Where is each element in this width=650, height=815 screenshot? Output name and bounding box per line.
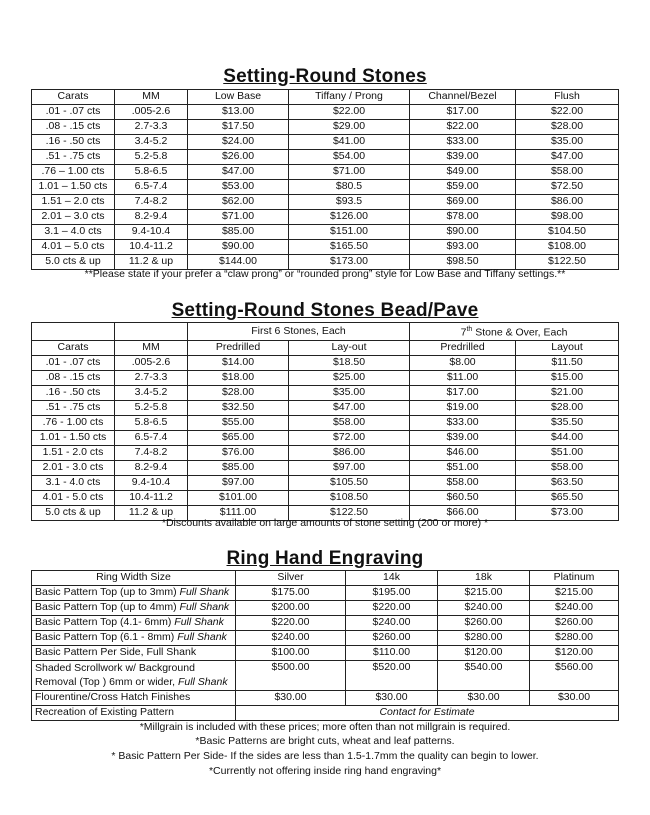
carat-range-cell: 5.0 cts & up bbox=[32, 506, 115, 521]
price-cell: $47.00 bbox=[516, 150, 619, 165]
bead-pave-table bbox=[31, 322, 619, 521]
mm-size-cell: 11.2 & up bbox=[115, 255, 188, 270]
table-row bbox=[32, 150, 619, 165]
table-row bbox=[32, 461, 619, 476]
pattern-label-cell bbox=[32, 586, 236, 601]
recreation-label: Recreation of Existing Pattern bbox=[32, 706, 236, 721]
price-cell: $560.00 bbox=[530, 661, 619, 691]
price-cell: $151.00 bbox=[289, 225, 410, 240]
price-cell: $78.00 bbox=[410, 210, 516, 225]
price-cell: $30.00 bbox=[346, 691, 438, 706]
pattern-label-italic: Full Shank bbox=[179, 586, 230, 599]
carat-range-cell: 5.0 cts & up bbox=[32, 255, 115, 270]
price-cell: $58.00 bbox=[410, 476, 516, 491]
table-row bbox=[32, 240, 619, 255]
price-cell: $215.00 bbox=[530, 586, 619, 601]
table-row bbox=[32, 401, 619, 416]
mm-size-cell: .005-2.6 bbox=[115, 105, 188, 120]
empty-header-cell bbox=[115, 323, 188, 341]
column-header: Predrilled bbox=[410, 341, 516, 356]
carat-range-cell: .51 - .75 cts bbox=[32, 401, 115, 416]
price-cell: $220.00 bbox=[236, 616, 346, 631]
carat-range-cell: .08 - .15 cts bbox=[32, 371, 115, 386]
price-cell: $97.00 bbox=[188, 476, 289, 491]
pattern-label-cell bbox=[32, 646, 236, 661]
price-cell: $33.00 bbox=[410, 416, 516, 431]
seventh-stone-header bbox=[410, 323, 619, 341]
price-cell: $108.50 bbox=[289, 491, 410, 506]
scrollwork-line2-text: Removal (Top ) 6mm or wider, bbox=[35, 676, 178, 688]
price-cell: $165.50 bbox=[289, 240, 410, 255]
table-row bbox=[32, 646, 619, 661]
price-cell: $144.00 bbox=[188, 255, 289, 270]
price-cell: $53.00 bbox=[188, 180, 289, 195]
carat-range-cell: 1.01 - 1.50 cts bbox=[32, 431, 115, 446]
column-header: Carats bbox=[32, 341, 115, 356]
price-cell: $18.00 bbox=[188, 371, 289, 386]
pattern-label: Basic Pattern Top (up to 4mm) bbox=[35, 601, 180, 614]
price-cell: $35.50 bbox=[516, 416, 619, 431]
price-cell: $86.00 bbox=[289, 446, 410, 461]
table-row bbox=[32, 356, 619, 371]
column-header: Ring Width Size bbox=[32, 571, 236, 586]
price-cell: $540.00 bbox=[438, 661, 530, 691]
price-cell: $175.00 bbox=[236, 586, 346, 601]
price-cell: $22.00 bbox=[516, 105, 619, 120]
seventh-number: 7 bbox=[460, 326, 467, 339]
table-row bbox=[32, 165, 619, 180]
table-row bbox=[32, 631, 619, 646]
price-cell: $66.00 bbox=[410, 506, 516, 521]
column-header: MM bbox=[115, 90, 188, 105]
carat-range-cell: .08 - .15 cts bbox=[32, 120, 115, 135]
scrollwork-italic: Full Shank bbox=[177, 676, 228, 688]
price-cell: $17.00 bbox=[410, 386, 516, 401]
price-cell: $28.00 bbox=[516, 401, 619, 416]
carat-range-cell: .76 - 1.00 cts bbox=[32, 416, 115, 431]
price-cell: $13.00 bbox=[188, 105, 289, 120]
price-cell: $32.50 bbox=[188, 401, 289, 416]
price-cell: $122.50 bbox=[289, 506, 410, 521]
mm-size-cell: 5.8-6.5 bbox=[115, 416, 188, 431]
table-row bbox=[32, 601, 619, 616]
price-cell: $51.00 bbox=[516, 446, 619, 461]
price-cell: $93.00 bbox=[410, 240, 516, 255]
carat-range-cell: 4.01 – 5.0 cts bbox=[32, 240, 115, 255]
price-cell: $100.00 bbox=[236, 646, 346, 661]
price-cell: $97.00 bbox=[289, 461, 410, 476]
price-cell: $85.00 bbox=[188, 225, 289, 240]
price-cell: $25.00 bbox=[289, 371, 410, 386]
table-row bbox=[32, 120, 619, 135]
price-cell: $173.00 bbox=[289, 255, 410, 270]
price-cell: $22.00 bbox=[289, 105, 410, 120]
price-cell: $101.00 bbox=[188, 491, 289, 506]
contact-estimate-cell: Contact for Estimate bbox=[236, 706, 619, 721]
price-cell: $240.00 bbox=[530, 601, 619, 616]
price-cell: $260.00 bbox=[530, 616, 619, 631]
price-cell: $47.00 bbox=[188, 165, 289, 180]
florentine-label: Flourentine/Cross Hatch Finishes bbox=[32, 691, 236, 706]
column-header: 18k bbox=[438, 571, 530, 586]
table-row bbox=[32, 135, 619, 150]
column-header: Low Base bbox=[188, 90, 289, 105]
price-cell: $21.00 bbox=[516, 386, 619, 401]
column-header: Lay-out bbox=[289, 341, 410, 356]
mm-size-cell: 10.4-11.2 bbox=[115, 491, 188, 506]
mm-size-cell: 7.4-8.2 bbox=[115, 446, 188, 461]
price-cell: $58.00 bbox=[516, 165, 619, 180]
price-cell: $240.00 bbox=[438, 601, 530, 616]
price-cell: $260.00 bbox=[346, 631, 438, 646]
ring-engraving-table bbox=[31, 570, 619, 721]
setting-round-stones-title: Setting-Round Stones bbox=[223, 66, 427, 87]
price-cell: $49.00 bbox=[410, 165, 516, 180]
price-cell: $15.00 bbox=[516, 371, 619, 386]
bead-pave-title: Setting-Round Stones Bead/Pave bbox=[171, 300, 479, 321]
table-row bbox=[32, 431, 619, 446]
price-cell: $19.00 bbox=[410, 401, 516, 416]
table-row bbox=[32, 386, 619, 401]
column-header: Channel/Bezel bbox=[410, 90, 516, 105]
mm-size-cell: 5.2-5.8 bbox=[115, 401, 188, 416]
price-cell: $90.00 bbox=[188, 240, 289, 255]
carat-range-cell: 2.01 - 3.0 cts bbox=[32, 461, 115, 476]
carat-range-cell: 3.1 - 4.0 cts bbox=[32, 476, 115, 491]
mm-size-cell: 8.2-9.4 bbox=[115, 461, 188, 476]
price-cell: $93.5 bbox=[289, 195, 410, 210]
price-cell: $120.00 bbox=[438, 646, 530, 661]
table-row bbox=[32, 210, 619, 225]
price-cell: $8.00 bbox=[410, 356, 516, 371]
price-cell: $11.50 bbox=[516, 356, 619, 371]
price-cell: $39.00 bbox=[410, 431, 516, 446]
carat-range-cell: 1.01 – 1.50 cts bbox=[32, 180, 115, 195]
price-cell: $195.00 bbox=[346, 586, 438, 601]
price-cell: $280.00 bbox=[530, 631, 619, 646]
table-row bbox=[32, 706, 619, 721]
column-header: Platinum bbox=[530, 571, 619, 586]
price-cell: $105.50 bbox=[289, 476, 410, 491]
price-cell: $44.00 bbox=[516, 431, 619, 446]
price-cell: $260.00 bbox=[438, 616, 530, 631]
millgrain-note: *Millgrain is included with these prices; more often than not millgrain is required. bbox=[139, 721, 511, 733]
column-header: Predrilled bbox=[188, 341, 289, 356]
carat-range-cell: 1.51 – 2.0 cts bbox=[32, 195, 115, 210]
price-cell: $69.00 bbox=[410, 195, 516, 210]
price-cell: $240.00 bbox=[346, 616, 438, 631]
price-cell: $86.00 bbox=[516, 195, 619, 210]
table-row bbox=[32, 105, 619, 120]
mm-size-cell: 2.7-3.3 bbox=[115, 371, 188, 386]
mm-size-cell: 6.5-7.4 bbox=[115, 431, 188, 446]
price-cell: $18.50 bbox=[289, 356, 410, 371]
price-cell: $120.00 bbox=[530, 646, 619, 661]
pattern-label-cell bbox=[32, 631, 236, 646]
first-six-stones-header: First 6 Stones, Each bbox=[188, 323, 410, 341]
column-header: Flush bbox=[516, 90, 619, 105]
table-row bbox=[32, 586, 619, 601]
column-header: Tiffany / Prong bbox=[289, 90, 410, 105]
table-row bbox=[32, 691, 619, 706]
price-cell: $500.00 bbox=[236, 661, 346, 691]
scrollwork-line1: Shaded Scrollwork w/ Background bbox=[35, 662, 195, 674]
pattern-label: Basic Pattern Per Side, Full Shank bbox=[35, 646, 197, 659]
carat-range-cell: .01 - .07 cts bbox=[32, 105, 115, 120]
price-cell: $30.00 bbox=[236, 691, 346, 706]
carat-range-cell: 1.51 - 2.0 cts bbox=[32, 446, 115, 461]
price-cell: $26.00 bbox=[188, 150, 289, 165]
setting-round-stones-table bbox=[31, 89, 619, 270]
prong-style-note: **Please state if your prefer a “claw prong” or “rounded prong” style for Low Base and Tiffany settings.** bbox=[84, 268, 566, 280]
table-row bbox=[32, 371, 619, 386]
price-cell: $122.50 bbox=[516, 255, 619, 270]
mm-size-cell: 3.4-5.2 bbox=[115, 386, 188, 401]
price-cell: $111.00 bbox=[188, 506, 289, 521]
price-cell: $28.00 bbox=[188, 386, 289, 401]
carat-range-cell: .51 - .75 cts bbox=[32, 150, 115, 165]
price-cell: $200.00 bbox=[236, 601, 346, 616]
price-cell: $60.50 bbox=[410, 491, 516, 506]
scrollwork-label-cell bbox=[32, 661, 236, 691]
price-cell: $110.00 bbox=[346, 646, 438, 661]
price-cell: $47.00 bbox=[289, 401, 410, 416]
basic-patterns-note: *Basic Patterns are bright cuts, wheat and leaf patterns. bbox=[195, 735, 455, 747]
carat-range-cell: 4.01 - 5.0 cts bbox=[32, 491, 115, 506]
price-cell: $80.5 bbox=[289, 180, 410, 195]
price-cell: $35.00 bbox=[516, 135, 619, 150]
price-cell: $126.00 bbox=[289, 210, 410, 225]
price-cell: $108.00 bbox=[516, 240, 619, 255]
table-row bbox=[32, 476, 619, 491]
price-cell: $65.50 bbox=[516, 491, 619, 506]
table-row bbox=[32, 225, 619, 240]
price-cell: $76.00 bbox=[188, 446, 289, 461]
carat-range-cell: 2.01 – 3.0 cts bbox=[32, 210, 115, 225]
pattern-label: Basic Pattern Top (4.1- 6mm) bbox=[35, 616, 175, 629]
table-row bbox=[32, 446, 619, 461]
price-cell: $14.00 bbox=[188, 356, 289, 371]
column-header: Silver bbox=[236, 571, 346, 586]
carat-range-cell: .16 - .50 cts bbox=[32, 386, 115, 401]
mm-size-cell: 8.2-9.4 bbox=[115, 210, 188, 225]
price-cell: $71.00 bbox=[289, 165, 410, 180]
price-cell: $280.00 bbox=[438, 631, 530, 646]
table-header-row bbox=[32, 571, 619, 586]
mm-size-cell: .005-2.6 bbox=[115, 356, 188, 371]
price-cell: $98.50 bbox=[410, 255, 516, 270]
table-header-row bbox=[32, 341, 619, 356]
price-cell: $215.00 bbox=[438, 586, 530, 601]
price-cell: $65.00 bbox=[188, 431, 289, 446]
carat-range-cell: 3.1 – 4.0 cts bbox=[32, 225, 115, 240]
column-header: Carats bbox=[32, 90, 115, 105]
mm-size-cell: 3.4-5.2 bbox=[115, 135, 188, 150]
price-cell: $46.00 bbox=[410, 446, 516, 461]
price-cell: $11.00 bbox=[410, 371, 516, 386]
table-row bbox=[32, 491, 619, 506]
table-row bbox=[32, 616, 619, 631]
table-row bbox=[32, 416, 619, 431]
price-cell: $28.00 bbox=[516, 120, 619, 135]
price-cell: $72.00 bbox=[289, 431, 410, 446]
mm-size-cell: 6.5-7.4 bbox=[115, 180, 188, 195]
seventh-suffix: Stone & Over, Each bbox=[472, 326, 568, 339]
table-group-header-row bbox=[32, 323, 619, 341]
price-cell: $104.50 bbox=[516, 225, 619, 240]
price-cell: $24.00 bbox=[188, 135, 289, 150]
pattern-label-italic: Full Shank bbox=[177, 631, 227, 644]
pattern-label-cell bbox=[32, 601, 236, 616]
column-header: Layout bbox=[516, 341, 619, 356]
price-cell: $58.00 bbox=[289, 416, 410, 431]
price-cell: $30.00 bbox=[438, 691, 530, 706]
pattern-label-italic: Full Shank bbox=[179, 601, 230, 614]
price-cell: $17.00 bbox=[410, 105, 516, 120]
pattern-label: Basic Pattern Top (6.1 - 8mm) bbox=[35, 631, 178, 644]
seventh-sup: th bbox=[466, 326, 473, 333]
price-cell: $54.00 bbox=[289, 150, 410, 165]
carat-range-cell: .16 - .50 cts bbox=[32, 135, 115, 150]
discount-note: *Discounts available on large amounts of stone setting (200 or more) * bbox=[161, 517, 489, 529]
price-cell: $33.00 bbox=[410, 135, 516, 150]
mm-size-cell: 5.2-5.8 bbox=[115, 150, 188, 165]
price-cell: $72.50 bbox=[516, 180, 619, 195]
price-cell: $30.00 bbox=[530, 691, 619, 706]
table-row bbox=[32, 195, 619, 210]
price-cell: $73.00 bbox=[516, 506, 619, 521]
table-row bbox=[32, 180, 619, 195]
price-cell: $62.00 bbox=[188, 195, 289, 210]
ring-hand-engraving-title: Ring Hand Engraving bbox=[226, 548, 424, 569]
price-cell: $39.00 bbox=[410, 150, 516, 165]
price-cell: $55.00 bbox=[188, 416, 289, 431]
price-cell: $17.50 bbox=[188, 120, 289, 135]
empty-header-cell bbox=[32, 323, 115, 341]
scrollwork-line2 bbox=[35, 675, 233, 689]
column-header: 14k bbox=[346, 571, 438, 586]
price-cell: $71.00 bbox=[188, 210, 289, 225]
price-cell: $29.00 bbox=[289, 120, 410, 135]
mm-size-cell: 2.7-3.3 bbox=[115, 120, 188, 135]
table-header-row bbox=[32, 90, 619, 105]
carat-range-cell: .76 – 1.00 cts bbox=[32, 165, 115, 180]
pattern-label-italic: Full Shank bbox=[174, 616, 224, 629]
price-cell: $220.00 bbox=[346, 601, 438, 616]
price-cell: $98.00 bbox=[516, 210, 619, 225]
price-cell: $41.00 bbox=[289, 135, 410, 150]
price-cell: $520.00 bbox=[346, 661, 438, 691]
pattern-label: Basic Pattern Top (up to 3mm) bbox=[35, 586, 180, 599]
price-cell: $85.00 bbox=[188, 461, 289, 476]
price-cell: $59.00 bbox=[410, 180, 516, 195]
price-cell: $240.00 bbox=[236, 631, 346, 646]
price-cell: $35.00 bbox=[289, 386, 410, 401]
mm-size-cell: 11.2 & up bbox=[115, 506, 188, 521]
price-cell: $51.00 bbox=[410, 461, 516, 476]
pattern-label-cell bbox=[32, 616, 236, 631]
price-cell: $90.00 bbox=[410, 225, 516, 240]
mm-size-cell: 9.4-10.4 bbox=[115, 225, 188, 240]
mm-size-cell: 7.4-8.2 bbox=[115, 195, 188, 210]
mm-size-cell: 9.4-10.4 bbox=[115, 476, 188, 491]
per-side-note: * Basic Pattern Per Side- If the sides are less than 1.5-1.7mm the quality can begin to lower. bbox=[111, 750, 539, 762]
mm-size-cell: 5.8-6.5 bbox=[115, 165, 188, 180]
table-row-scrollwork bbox=[32, 661, 619, 691]
mm-size-cell: 10.4-11.2 bbox=[115, 240, 188, 255]
carat-range-cell: .01 - .07 cts bbox=[32, 356, 115, 371]
column-header: MM bbox=[115, 341, 188, 356]
inside-engraving-note: *Currently not offering inside ring hand engraving* bbox=[208, 765, 442, 777]
price-cell: $58.00 bbox=[516, 461, 619, 476]
price-cell: $63.50 bbox=[516, 476, 619, 491]
price-cell: $22.00 bbox=[410, 120, 516, 135]
